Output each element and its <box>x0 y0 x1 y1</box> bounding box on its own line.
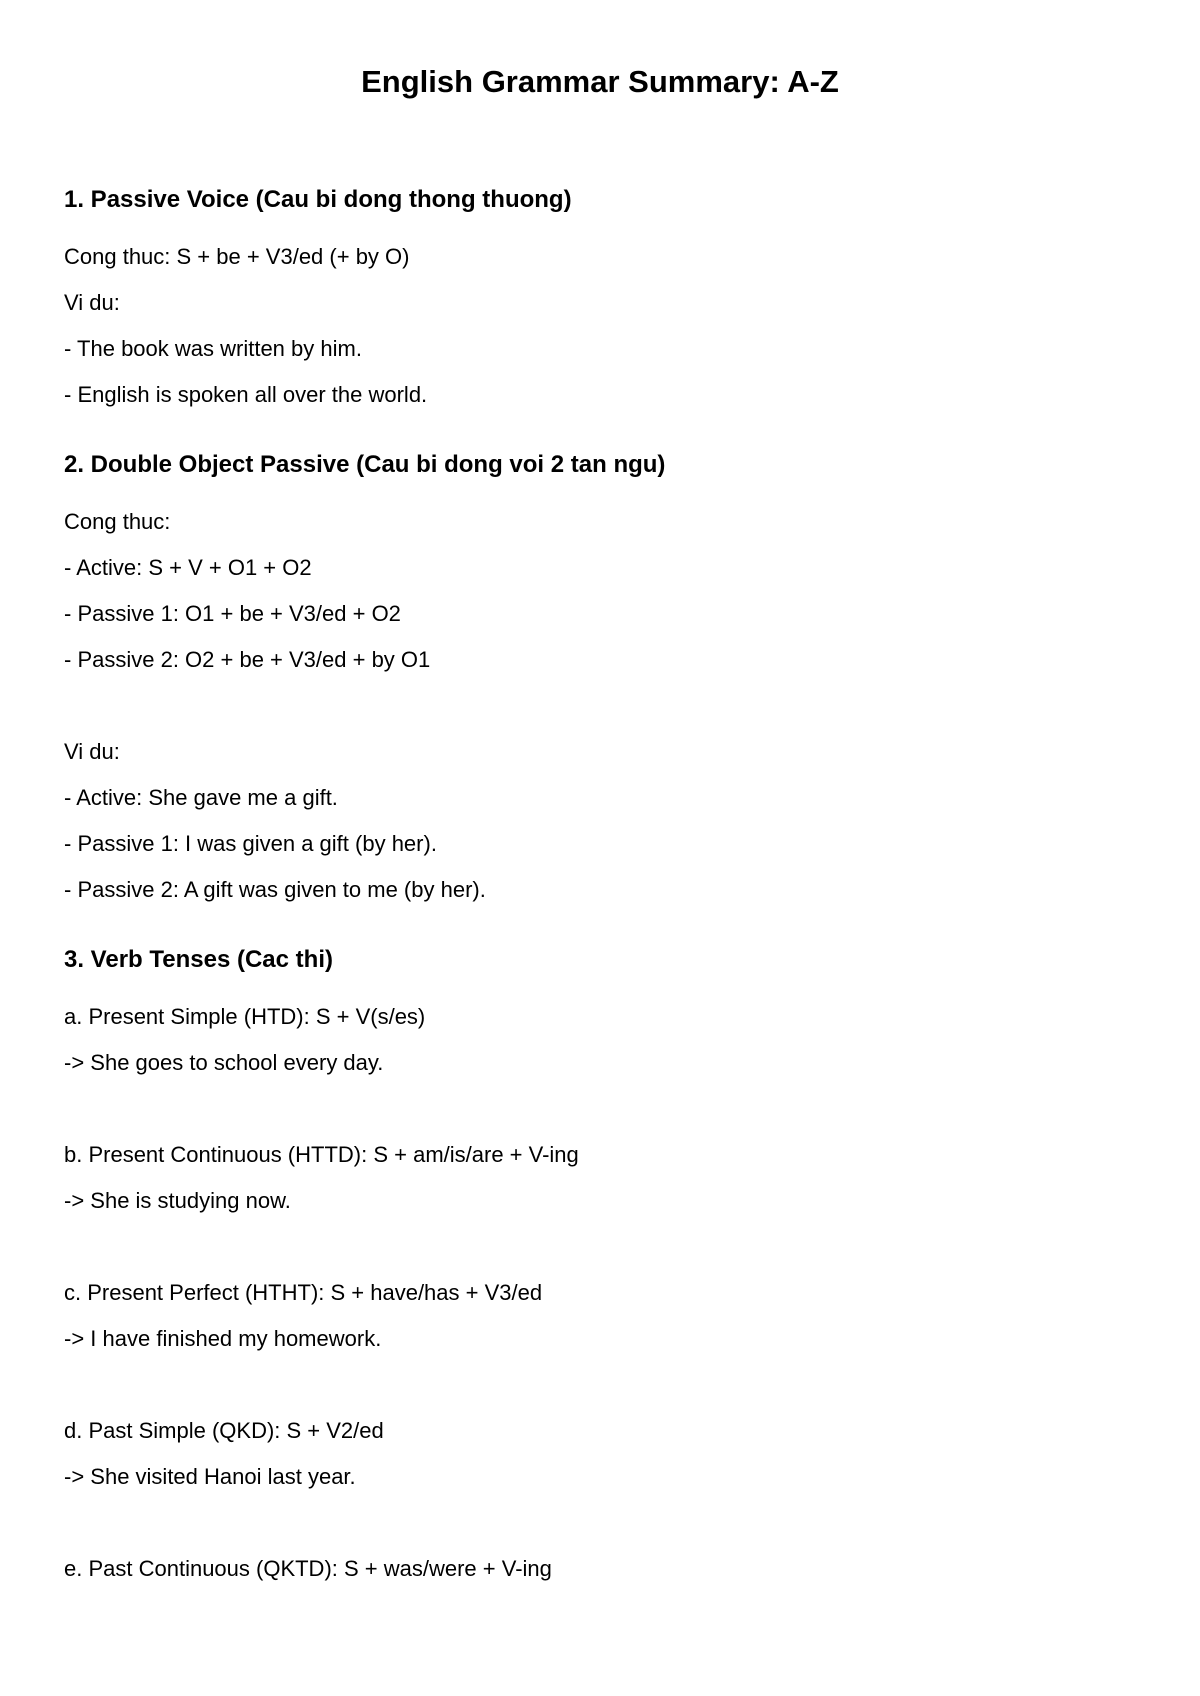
tense-example: -> She visited Hanoi last year. <box>64 1464 356 1489</box>
formula-line: - Passive 2: O2 + be + V3/ed + by O1 <box>64 647 431 672</box>
example-label: Vi du: <box>64 739 120 764</box>
example-label: Vi du: <box>64 290 120 315</box>
tense-formula: d. Past Simple (QKD): S + V2/ed <box>64 1418 384 1443</box>
tense-example: -> She is studying now. <box>64 1188 291 1213</box>
blank-line <box>64 1362 1136 1408</box>
formula-label: Cong thuc: <box>64 509 171 534</box>
example-line: - Active: She gave me a gift. <box>64 785 338 810</box>
tense-example: -> She goes to school every day. <box>64 1050 384 1075</box>
formula-line: - Active: S + V + O1 + O2 <box>64 555 312 580</box>
tense-formula: b. Present Continuous (HTTD): S + am/is/are + V-ing <box>64 1142 579 1167</box>
section-passive-voice <box>64 182 1136 418</box>
blank-line <box>64 1224 1136 1270</box>
tense-formula: a. Present Simple (HTD): S + V(s/es) <box>64 1004 426 1029</box>
blank-line <box>64 1500 1136 1546</box>
example-line: - Passive 2: A gift was given to me (by her). <box>64 877 486 902</box>
section-verb-tenses <box>64 942 1136 1592</box>
document-title: English Grammar Summary: A-Z <box>361 64 839 99</box>
blank-line <box>64 1086 1136 1132</box>
tense-formula: e. Past Continuous (QKTD): S + was/were + V-ing <box>64 1556 552 1581</box>
formula-line: Cong thuc: S + be + V3/ed (+ by O) <box>64 244 410 269</box>
section-heading: 3. Verb Tenses (Cac thi) <box>64 946 333 973</box>
section-heading: 2. Double Object Passive (Cau bi dong voi 2 tan ngu) <box>64 451 666 478</box>
example-line: - Passive 1: I was given a gift (by her). <box>64 831 437 856</box>
example-line: - The book was written by him. <box>64 336 362 361</box>
example-line: - English is spoken all over the world. <box>64 382 428 407</box>
tense-formula: c. Present Perfect (HTHT): S + have/has + V3/ed <box>64 1280 543 1305</box>
blank-line <box>64 683 1136 729</box>
section-heading: 1. Passive Voice (Cau bi dong thong thuong) <box>64 186 572 213</box>
formula-line: - Passive 1: O1 + be + V3/ed + O2 <box>64 601 401 626</box>
tense-example: -> I have finished my homework. <box>64 1326 382 1351</box>
section-double-object-passive <box>64 447 1136 913</box>
